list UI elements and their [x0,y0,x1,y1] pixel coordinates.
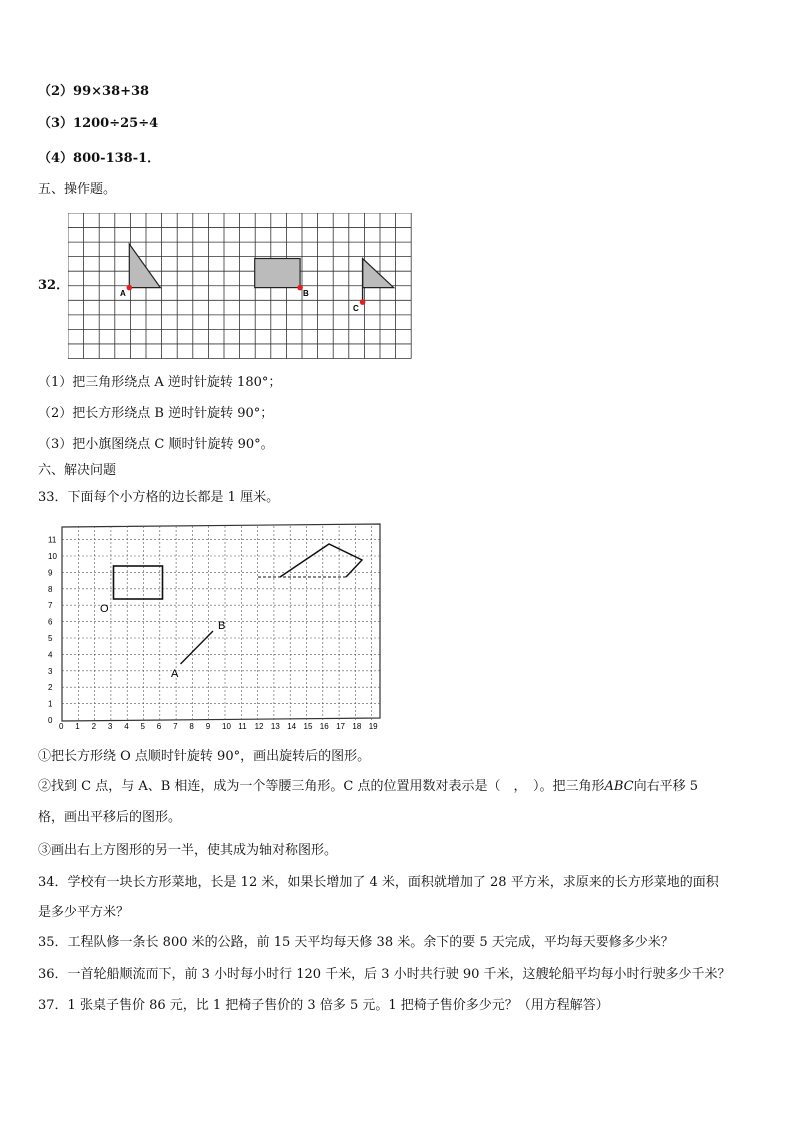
q33-part-2-text-b: 向右平移 5 [633,779,699,794]
question-32-number: 32． [38,278,70,293]
q33-x-tick-label: 7 [173,722,178,731]
q33-y-tick-label: 3 [48,666,53,676]
q33-x-tick-label: 19 [368,722,378,731]
calc-item-3: （3）1200÷25÷4 [38,116,159,131]
q33-point-B-label: B [218,620,226,632]
q33-segment-AB [181,631,214,664]
q33-half-figure [280,544,362,577]
q33-x-tick-label: 4 [124,722,129,731]
q33-rectangle [114,566,163,599]
flag-shape [363,259,394,288]
q33-y-tick-label: 8 [48,584,53,594]
section-5-heading: 五、操作题。 [38,182,117,197]
triangle-shape [129,244,160,288]
q32-task-1: （1）把三角形绕点 A 逆时针旋转 180°； [38,375,282,390]
q33-x-tick-label: 9 [205,722,211,731]
calc-item-2: （2）99×38+38 [38,84,150,99]
question-36: 36．一首轮船顺流而下，前 3 小时每小时行 120 千米，后 3 小时共行驶 90 千米，这艘轮船平均每小时行驶多少千米？ [38,967,731,982]
q33-y-tick-label: 2 [48,683,53,693]
q33-y-tick-label: 6 [48,617,53,627]
question-33-text: 33．下面每个小方格的边长都是 1 厘米。 [38,490,280,505]
q33-x-tick-label: 15 [303,722,313,731]
question-37: 37．1 张桌子售价 86 元，比 1 把椅子售价的 3 倍多 5 元。1 把椅子售价多少元？（用方程解答） [38,998,609,1013]
q33-y-tick-label: 7 [48,601,53,611]
q33-x-tick-label: 1 [75,722,80,731]
q33-y-tick-label: 9 [48,568,53,578]
q32-task-2: （2）把长方形绕点 B 逆时针旋转 90°； [38,406,274,421]
question-33-part-2 [38,779,698,795]
question-35: 35．工程队修一条长 800 米的公路，前 15 天平均每天修 38 米。余下的要 5 天完成，平均每天要修多少米？ [38,935,674,950]
question-33-part-3: ③画出右上方图形的另一半，使其成为轴对称图形。 [38,843,338,858]
q33-x-tick-label: 2 [91,722,97,731]
question-33-part-2-cont: 格，画出平移后的图形。 [38,810,182,825]
q33-x-tick-label: 18 [352,722,362,731]
point-A-dot [127,285,133,291]
calc-item-4: （4）800-138-1． [38,151,161,166]
q33-y-tick-label: 5 [48,634,53,643]
q33-part-2-math: ABC [604,779,634,794]
q33-x-tick-label: 6 [156,722,162,731]
q33-y-tick-label: 4 [48,650,53,660]
point-C-dot [360,299,366,305]
point-B-label: B [303,289,309,298]
q33-x-tick-label: 12 [254,722,264,731]
point-A-label: A [120,289,126,298]
q33-part-2-text-a: ②找到 C 点，与 A、B 相连，成为一个等腰三角形。C 点的位置用数对表示是（ ， ）。把三角形 [38,779,605,794]
q33-y-tick-label: 10 [48,552,57,561]
q32-task-3: （3）把小旗图绕点 C 顺时针旋转 90°。 [38,437,274,452]
point-C-label: C [353,304,359,313]
q33-y-tick-label: 11 [48,535,57,545]
question-34-line-2: 是多少平方米？ [38,905,130,920]
q33-y-tick-label: 0 [48,716,53,725]
q33-x-tick-label: 17 [336,722,346,731]
q33-x-tick-label: 8 [189,722,194,731]
q33-y-tick-label: 1 [48,699,53,709]
q33-point-O-label: O [100,603,109,615]
q33-x-tick-label: 3 [107,722,113,731]
question-33-grid [40,522,400,736]
question-33-part-1: ①把长方形绕 O 点顺时针旋转 90°，画出旋转后的图形。 [38,749,371,764]
section-6-heading: 六、解决问题 [38,463,117,478]
q33-x-tick-label: 10 [222,722,231,731]
q33-x-tick-label: 5 [140,722,145,731]
q33-x-tick-label: 13 [270,722,280,731]
rectangle-shape [255,259,300,288]
q33-x-tick-label: 0 [59,722,64,731]
q33-x-tick-label: 16 [319,722,329,731]
q33-x-tick-label: 11 [238,722,247,731]
q33-x-tick-label: 14 [287,722,297,731]
q33-point-A-label: A [171,668,179,680]
question-34-line-1: 34．学校有一块长方形菜地，长是 12 米，如果长增加了 4 米，面积就增加了 28 平方米，求原来的长方形菜地的面积 [38,875,719,890]
question-32-grid [68,213,413,367]
